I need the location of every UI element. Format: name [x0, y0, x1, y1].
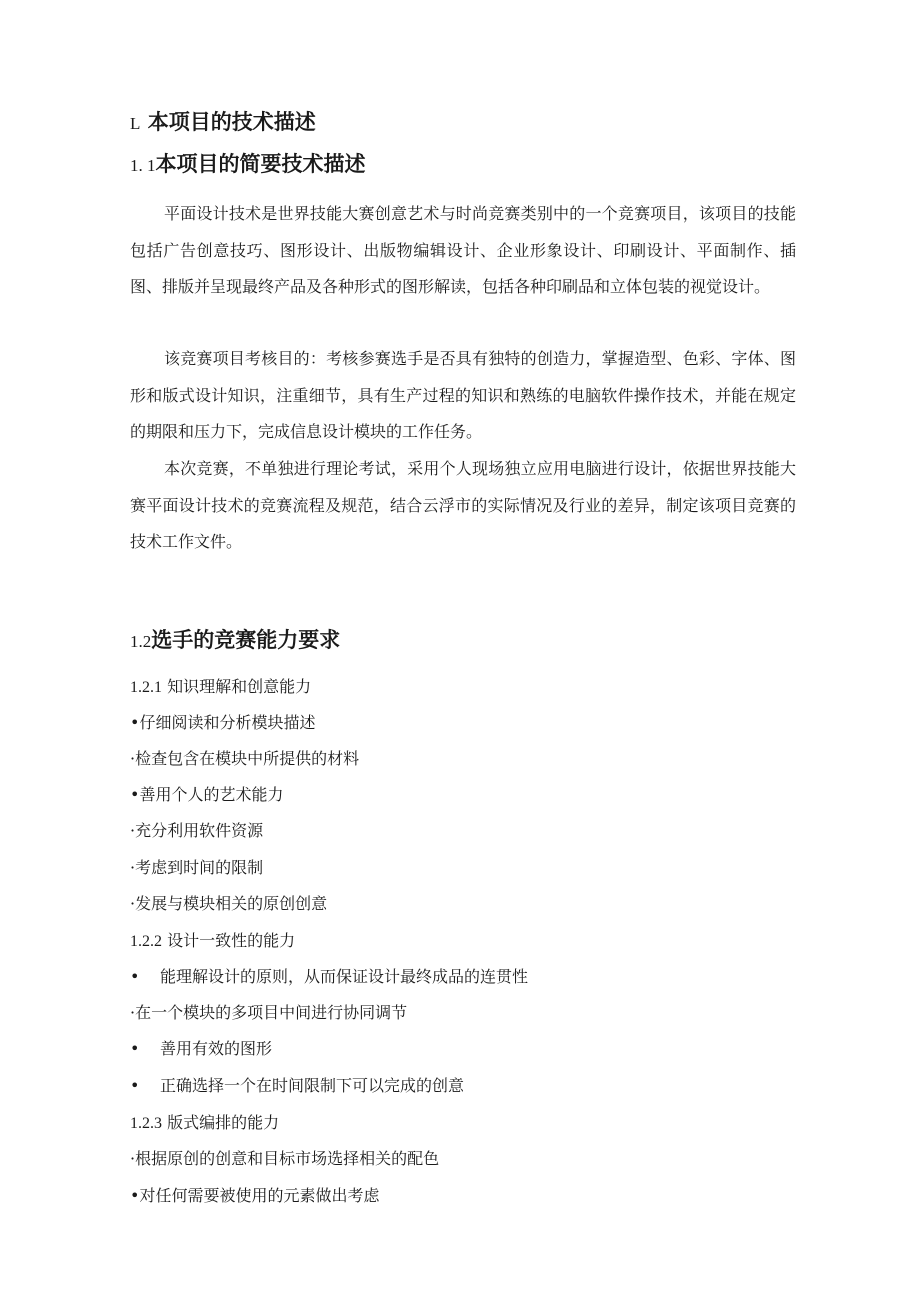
paragraph-2: 该竞赛项目考核目的：考核参赛选手是否具有独特的创造力，掌握造型、色彩、字体、图形和版式设计知识，注重细节，具有生产过程的知识和熟练的电脑软件操作技术，并能在规定的期限和压力下，完成信息设计模块的工作任务。 [130, 349, 796, 441]
subsection-1-2-1-heading [130, 674, 311, 697]
list-item: ·检查包含在模块中所提供的材料 [130, 749, 360, 768]
list-item: ·充分利用软件资源 [130, 821, 264, 840]
section-1-1-number: 1. 1 [130, 156, 156, 175]
subsection-number: 1.2.3 [130, 1115, 162, 1132]
section-1-2-title: 选手的竞赛能力要求 [151, 628, 341, 652]
subsection-number: 1.2.1 [130, 679, 162, 696]
list-item-text: 能理解设计的原则，从而保证设计最终成品的连贯性 [160, 967, 529, 986]
list-item: •仔细阅读和分析模块描述 [130, 713, 316, 732]
list-item [130, 1036, 272, 1059]
subsection-title: 设计一致性的能力 [167, 931, 296, 950]
list-item-text: 正确选择一个在时间限制下可以完成的创意 [160, 1076, 465, 1095]
list-item [130, 1073, 464, 1096]
bullet: • [130, 967, 140, 986]
bullet: • [130, 1039, 140, 1058]
section-1-title: 本项目的技术描述 [147, 110, 316, 134]
subsection-title: 版式编排的能力 [167, 1113, 280, 1132]
list-item: ·考虑到时间的限制 [130, 858, 264, 877]
bullet: • [130, 1076, 140, 1095]
list-item: ·根据原创的创意和目标市场选择相关的配色 [130, 1149, 440, 1168]
list-item: •善用个人的艺术能力 [130, 785, 284, 804]
list-item-text: ·在一个模块的多项目中间进行协同调节 [130, 1003, 408, 1022]
section-1-1-title: 本项目的简要技术描述 [155, 152, 366, 176]
list-item: ·发展与模块相关的原创创意 [130, 894, 328, 913]
list-item [130, 964, 528, 987]
section-1-1-heading [130, 148, 366, 178]
subsection-title: 知识理解和创意能力 [167, 677, 312, 696]
paragraph-3: 本次竞赛，不单独进行理论考试，采用个人现场独立应用电脑进行设计，依据世界技能大赛平面设计技术的竞赛流程及规范，结合云浮市的实际情况及行业的差异，制定该项目竞赛的技术工作文件。 [130, 459, 796, 551]
section-1-heading [130, 106, 316, 136]
subsection-1-2-3-heading [130, 1110, 279, 1133]
section-1-2-number: 1.2 [130, 632, 152, 651]
list-item [130, 1000, 407, 1023]
subsection-number: 1.2.2 [130, 933, 162, 950]
list-item: •对任何需要被使用的元素做出考虑 [130, 1186, 380, 1205]
section-1-number: L [130, 114, 141, 133]
paragraph-1: 平面设计技术是世界技能大赛创意艺术与时尚竞赛类别中的一个竞赛项目，该项目的技能包括广告创意技巧、图形设计、出版物编辑设计、企业形象设计、印刷设计、平面制作、插图、排版并呈现最终产品及各种形式的图形解读，包括各种印刷品和立体包装的视觉设计。 [130, 204, 796, 296]
list-item-text: 善用有效的图形 [160, 1039, 273, 1058]
subsection-1-2-2-heading [130, 928, 295, 951]
section-1-2-heading [130, 624, 340, 654]
